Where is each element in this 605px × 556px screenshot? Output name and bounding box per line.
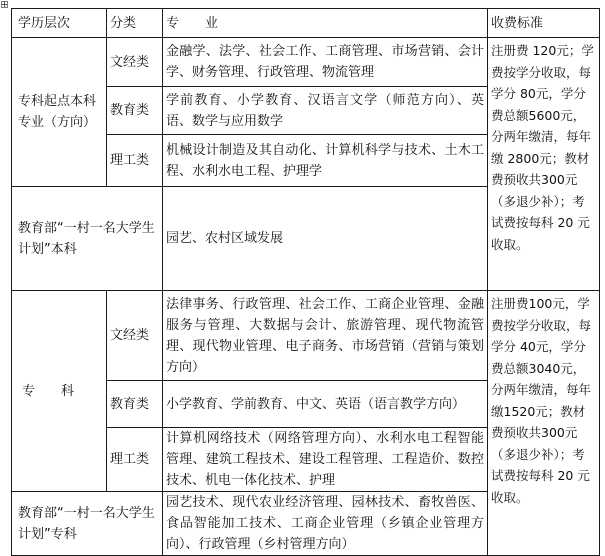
category-cell: 理工类 [107, 135, 163, 187]
fee-standard-table [11, 8, 600, 556]
majors-cell: 园艺、农村区域发展 [163, 187, 488, 291]
majors-cell: 法律事务、行政管理、社会工作、工商企业管理、金融服务与管理、大数据与会计、旅游管理、现代物流管理、现代物业管理、电子商务、市场营销（营销与策划方向） [163, 291, 488, 381]
category-cell: 文经类 [107, 38, 163, 87]
category-cell: 教育类 [107, 381, 163, 428]
majors-cell: 学前教育、小学教育、汉语言文学（师范方向）、英语、数学与应用数学 [163, 87, 488, 135]
majors-cell: 小学教育、学前教育、中文、英语（语言教学方向） [163, 381, 488, 428]
majors-cell: 机械设计制造及其自动化、计算机科学与技术、土木工程、水利水电工程、护理学 [163, 135, 488, 187]
fee-cell-zk: 注册费100元，学费按学分收取，每学分 40元，学分费总额3040元，分两年缴清，每年缴1520元；教材费预收共300元（多退少补）；考试费按每科 20 元收取。 [488, 291, 600, 556]
program-level-cell-zk: 教育部“一村一名大学生计划”专科 [12, 492, 163, 556]
majors-cell: 金融学、法学、社会工作、工商管理、市场营销、会计学、财务管理、行政管理、物流管理 [163, 38, 488, 87]
table-header-row [12, 9, 600, 38]
table-row [12, 38, 600, 87]
header-category: 分类 [107, 9, 163, 38]
category-cell: 理工类 [107, 428, 163, 492]
majors-cell: 园艺技术、现代农业经济管理、园林技术、畜牧兽医、食品智能加工技术、工商企业管理（乡镇企业管理方向）、行政管理（乡村管理方向） [163, 492, 488, 556]
header-level: 学历层次 [12, 9, 107, 38]
header-major: 专 业 [163, 9, 488, 38]
majors-cell: 计算机网络技术（网络管理方向）、水利水电工程智能管理、建筑工程技术、建设工程管理、工程造价、数控技术、机电一体化技术、护理 [163, 428, 488, 492]
level-cell-zsb: 专科起点本科专业（方向） [12, 38, 107, 187]
category-cell: 文经类 [107, 291, 163, 381]
table-move-handle-icon[interactable] [1, 1, 8, 8]
header-fee: 收费标准 [488, 9, 600, 38]
category-cell: 教育类 [107, 87, 163, 135]
fee-cell-zsb: 注册费 120元；学费按学分收取，每学分 80元，学分费总额5600元，分两年缴清，每年缴 2800元；教材费预收共300元（多退少补）；考试费按每科 20 元收取。 [488, 38, 600, 291]
table-row [12, 291, 600, 381]
level-cell-zk: 专 科 [12, 291, 107, 492]
program-level-cell-zsb: 教育部“一村一名大学生计划”本科 [12, 187, 163, 291]
